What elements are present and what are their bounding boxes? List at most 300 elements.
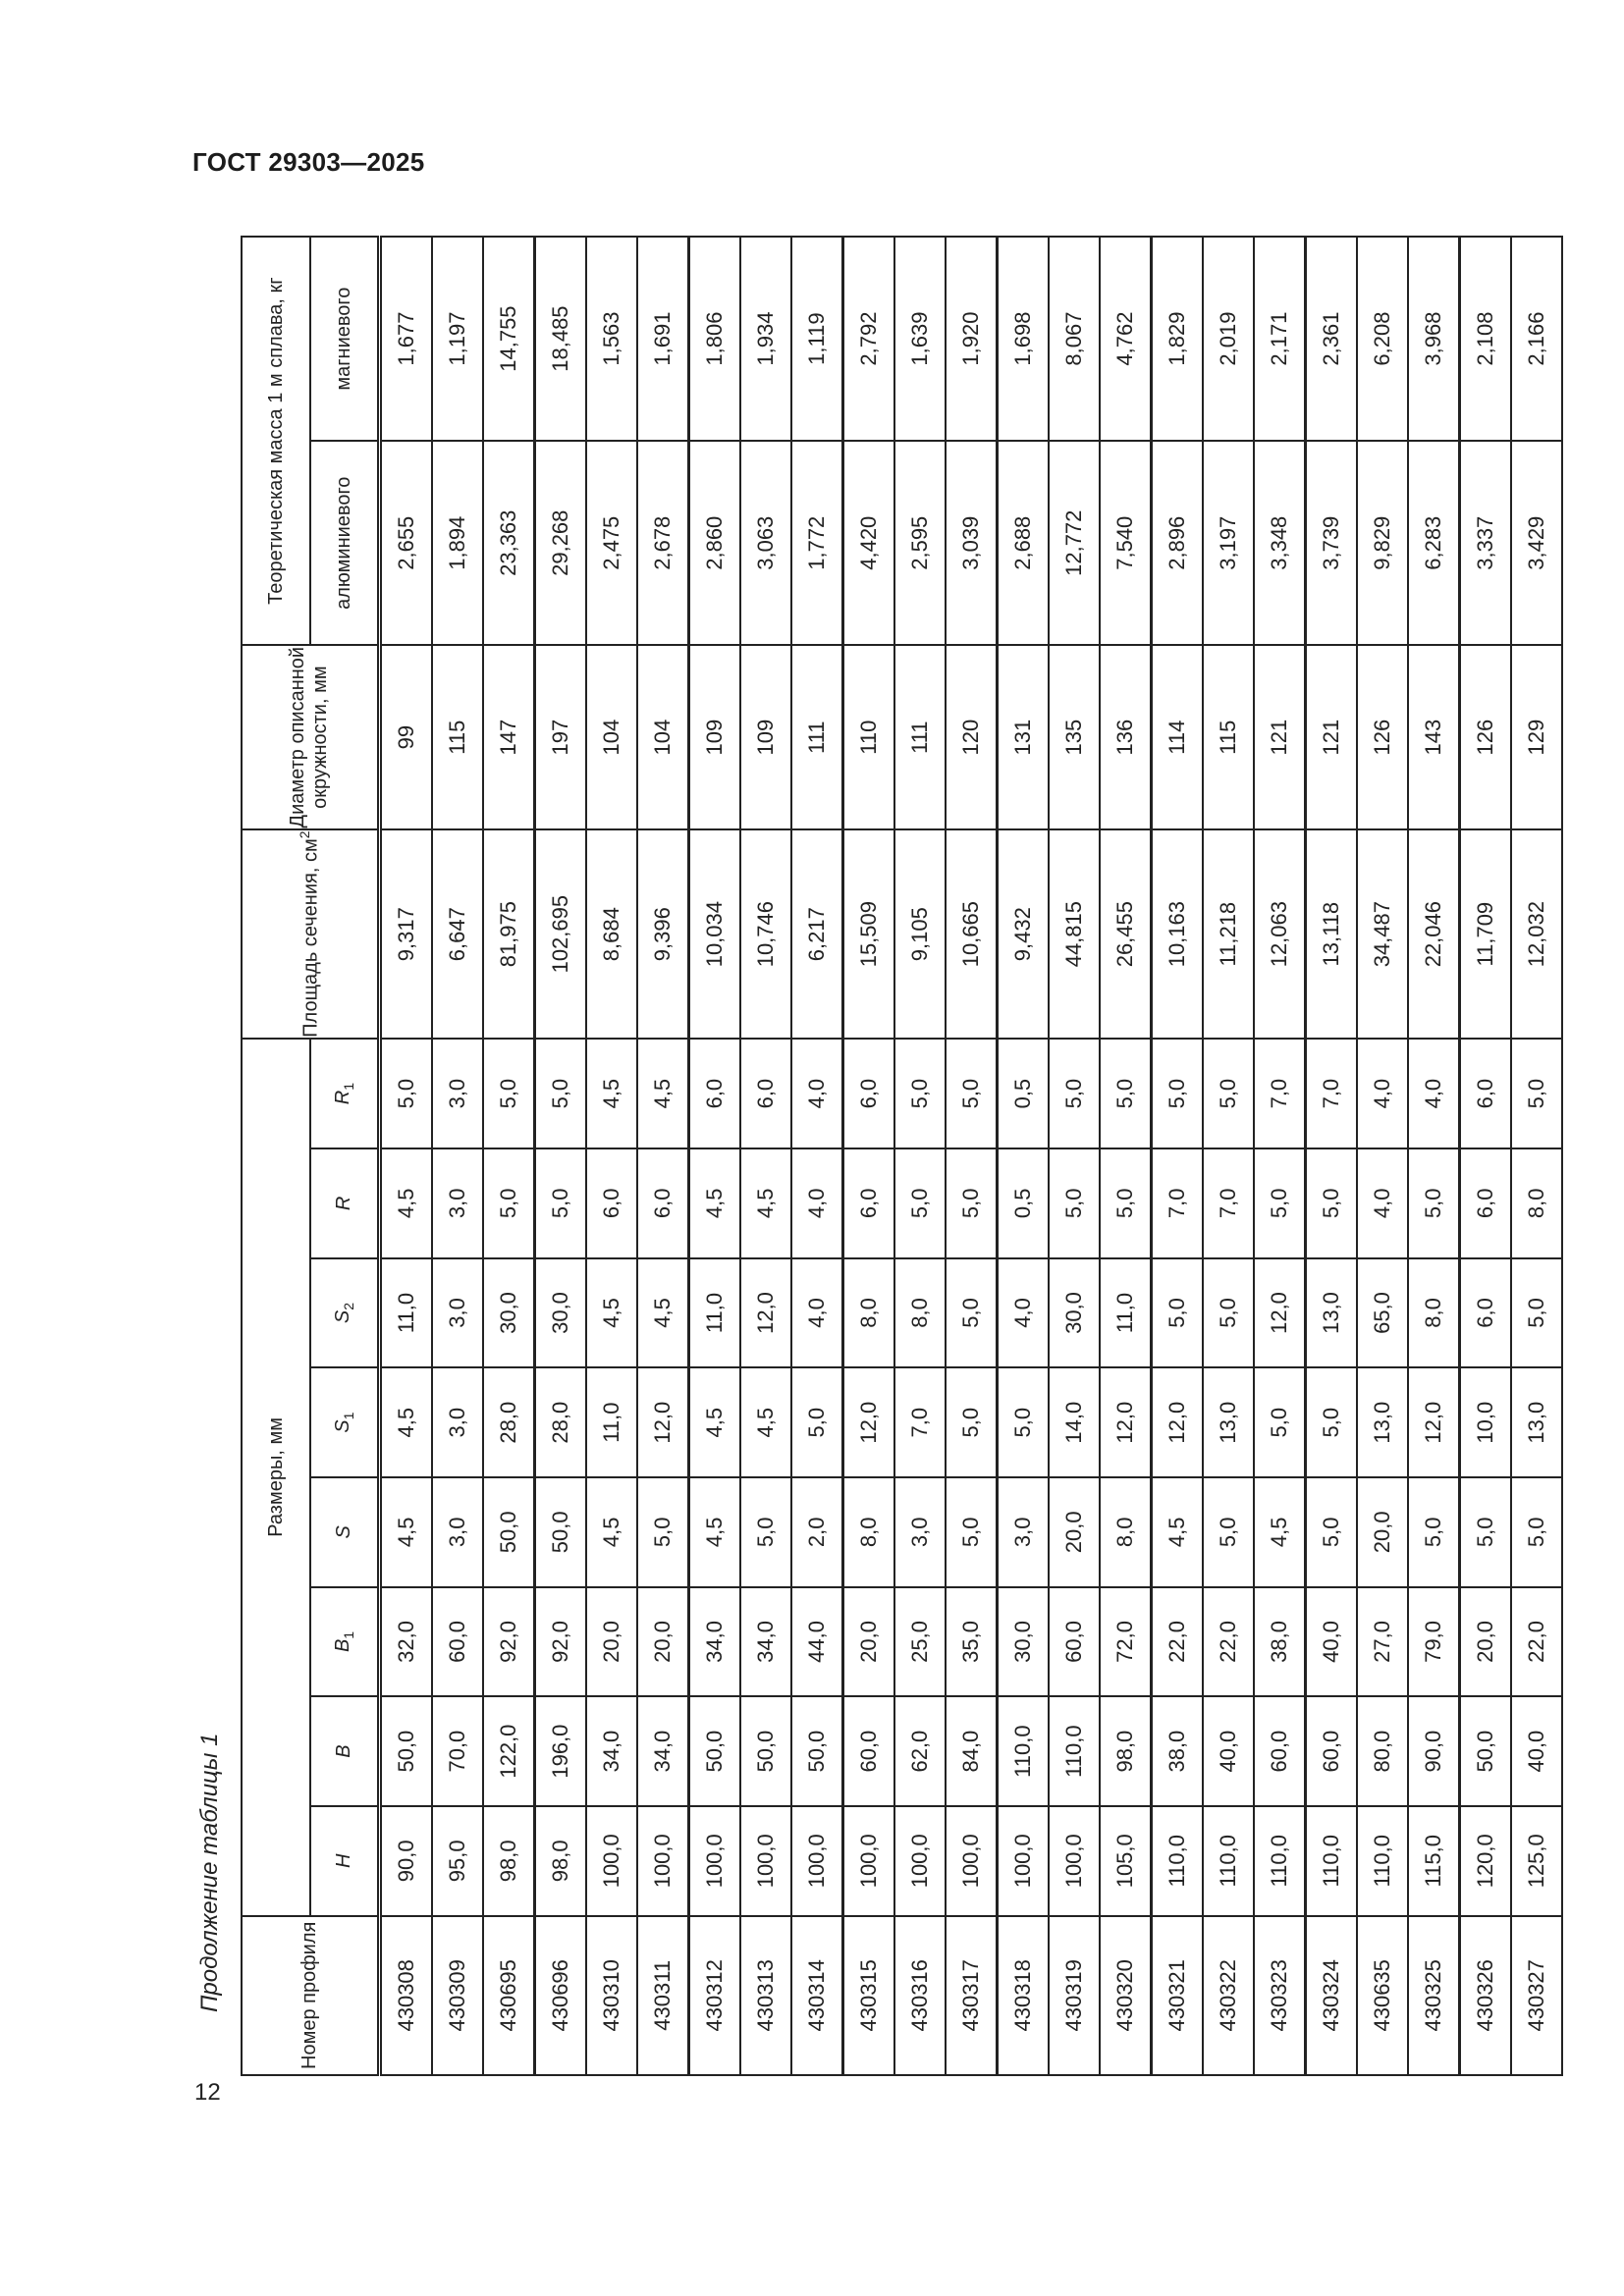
cell-profile: 430314 [791, 1916, 843, 2075]
cell-diameter: 121 [1305, 645, 1357, 829]
cell-magnesium: 18,485 [534, 237, 586, 441]
cell-S: 3,0 [432, 1477, 483, 1587]
cell-B1: 92,0 [534, 1587, 586, 1697]
cell-S1: 5,0 [1254, 1367, 1306, 1477]
cell-B1: 34,0 [688, 1587, 740, 1697]
cell-profile: 430312 [688, 1916, 740, 2075]
header-S2 [310, 1258, 379, 1368]
cell-profile: 430318 [997, 1916, 1049, 2075]
cell-area: 44,815 [1049, 829, 1100, 1039]
cell-R1: 5,0 [1151, 1039, 1203, 1148]
header-S1-sub: 1 [340, 1412, 356, 1420]
cell-S: 3,0 [894, 1477, 946, 1587]
cell-S2: 4,5 [586, 1258, 637, 1368]
cell-S2: 30,0 [483, 1258, 535, 1368]
cell-S1: 5,0 [946, 1367, 998, 1477]
cell-B: 60,0 [1305, 1696, 1357, 1806]
header-profile: Номер профиля [242, 1916, 379, 2075]
cell-S: 4,5 [586, 1477, 637, 1587]
cell-H: 100,0 [637, 1806, 689, 1916]
header-area-label: Площадь сечения, см [299, 838, 322, 1038]
cell-aluminum: 2,860 [688, 441, 740, 645]
cell-S1: 12,0 [637, 1367, 689, 1477]
cell-area: 9,317 [379, 829, 432, 1039]
header-aluminum: алюминиевого [310, 441, 379, 645]
cell-area: 10,163 [1151, 829, 1203, 1039]
header-R1 [310, 1039, 379, 1148]
cell-area: 11,709 [1459, 829, 1511, 1039]
cell-S: 4,5 [379, 1477, 432, 1587]
header-B1-label: B [331, 1638, 353, 1653]
cell-R1: 4,5 [586, 1039, 637, 1148]
cell-R1: 6,0 [688, 1039, 740, 1148]
cell-S1: 5,0 [791, 1367, 843, 1477]
cell-area: 26,455 [1100, 829, 1152, 1039]
cell-R1: 5,0 [1203, 1039, 1254, 1148]
table-row [1254, 237, 1306, 2075]
cell-S: 5,0 [1459, 1477, 1511, 1587]
cell-R1: 4,5 [637, 1039, 689, 1148]
cell-H: 100,0 [997, 1806, 1049, 1916]
cell-S: 5,0 [1305, 1477, 1357, 1587]
cell-B1: 22,0 [1151, 1587, 1203, 1697]
cell-S: 5,0 [1511, 1477, 1562, 1587]
cell-S1: 5,0 [997, 1367, 1049, 1477]
cell-R: 5,0 [1408, 1148, 1460, 1258]
table-row [894, 237, 946, 2075]
cell-B1: 40,0 [1305, 1587, 1357, 1697]
header-B1 [310, 1587, 379, 1697]
cell-B1: 25,0 [894, 1587, 946, 1697]
cell-R: 5,0 [1100, 1148, 1152, 1258]
cell-S: 4,5 [1151, 1477, 1203, 1587]
table-row [483, 237, 535, 2075]
cell-R1: 5,0 [894, 1039, 946, 1148]
cell-H: 95,0 [432, 1806, 483, 1916]
cell-B: 40,0 [1203, 1696, 1254, 1806]
cell-profile: 430319 [1049, 1916, 1100, 2075]
cell-R1: 3,0 [432, 1039, 483, 1148]
cell-S2: 11,0 [1100, 1258, 1152, 1368]
cell-S1: 28,0 [534, 1367, 586, 1477]
cell-R1: 4,0 [1357, 1039, 1408, 1148]
cell-B1: 20,0 [586, 1587, 637, 1697]
table-row [688, 237, 740, 2075]
cell-diameter: 110 [842, 645, 894, 829]
cell-aluminum: 6,283 [1408, 441, 1460, 645]
cell-R: 6,0 [637, 1148, 689, 1258]
cell-area: 9,432 [997, 829, 1049, 1039]
cell-R: 7,0 [1203, 1148, 1254, 1258]
cell-magnesium: 1,934 [740, 237, 791, 441]
cell-aluminum: 23,363 [483, 441, 535, 645]
cell-B1: 60,0 [1049, 1587, 1100, 1697]
cell-R: 3,0 [432, 1148, 483, 1258]
header-mass-group: Теоретическая масса 1 м сплава, кг [242, 237, 310, 645]
cell-area: 15,509 [842, 829, 894, 1039]
table-row [1408, 237, 1460, 2075]
cell-R: 5,0 [1254, 1148, 1306, 1258]
cell-area: 12,063 [1254, 829, 1306, 1039]
cell-aluminum: 2,678 [637, 441, 689, 645]
cell-area: 102,695 [534, 829, 586, 1039]
cell-magnesium: 1,563 [586, 237, 637, 441]
cell-S2: 13,0 [1305, 1258, 1357, 1368]
cell-S2: 30,0 [534, 1258, 586, 1368]
cell-diameter: 129 [1511, 645, 1562, 829]
cell-S: 4,5 [1254, 1477, 1306, 1587]
cell-profile: 430317 [946, 1916, 998, 2075]
cell-area: 22,046 [1408, 829, 1460, 1039]
cell-profile: 430310 [586, 1916, 637, 2075]
cell-profile: 430308 [379, 1916, 432, 2075]
cell-S: 5,0 [946, 1477, 998, 1587]
cell-S1: 13,0 [1203, 1367, 1254, 1477]
table-row [586, 237, 637, 2075]
cell-aluminum: 2,595 [894, 441, 946, 645]
cell-H: 100,0 [791, 1806, 843, 1916]
table-row [1511, 237, 1562, 2075]
cell-B1: 60,0 [432, 1587, 483, 1697]
cell-B: 110,0 [1049, 1696, 1100, 1806]
cell-S2: 5,0 [1511, 1258, 1562, 1368]
cell-S1: 3,0 [432, 1367, 483, 1477]
cell-S2: 12,0 [740, 1258, 791, 1368]
cell-magnesium: 6,208 [1357, 237, 1408, 441]
cell-profile: 430320 [1100, 1916, 1152, 2075]
header-diameter: Диаметр описанной окружности, мм [242, 645, 379, 829]
cell-area: 81,975 [483, 829, 535, 1039]
cell-profile: 430309 [432, 1916, 483, 2075]
cell-S2: 8,0 [1408, 1258, 1460, 1368]
cell-magnesium: 1,698 [997, 237, 1049, 441]
cell-aluminum: 3,197 [1203, 441, 1254, 645]
cell-B1: 20,0 [1459, 1587, 1511, 1697]
cell-B: 50,0 [1459, 1696, 1511, 1806]
cell-magnesium: 1,197 [432, 237, 483, 441]
cell-S2: 3,0 [432, 1258, 483, 1368]
cell-B: 34,0 [586, 1696, 637, 1806]
header-S1-label: S [331, 1419, 353, 1433]
cell-diameter: 143 [1408, 645, 1460, 829]
cell-S2: 4,5 [637, 1258, 689, 1368]
table-row [842, 237, 894, 2075]
cell-diameter: 126 [1357, 645, 1408, 829]
cell-S2: 65,0 [1357, 1258, 1408, 1368]
cell-R: 4,0 [1357, 1148, 1408, 1258]
cell-B: 38,0 [1151, 1696, 1203, 1806]
cell-S2: 5,0 [1151, 1258, 1203, 1368]
cell-profile: 430321 [1151, 1916, 1203, 2075]
cell-B: 110,0 [997, 1696, 1049, 1806]
cell-profile: 430635 [1357, 1916, 1408, 2075]
cell-magnesium: 3,968 [1408, 237, 1460, 441]
cell-magnesium: 2,171 [1254, 237, 1306, 441]
cell-R1: 7,0 [1254, 1039, 1306, 1148]
cell-B: 122,0 [483, 1696, 535, 1806]
header-S1 [310, 1367, 379, 1477]
cell-S: 5,0 [637, 1477, 689, 1587]
cell-diameter: 109 [740, 645, 791, 829]
cell-H: 100,0 [740, 1806, 791, 1916]
cell-diameter: 111 [894, 645, 946, 829]
cell-S1: 7,0 [894, 1367, 946, 1477]
cell-S1: 12,0 [1100, 1367, 1152, 1477]
cell-diameter: 99 [379, 645, 432, 829]
cell-S2: 8,0 [894, 1258, 946, 1368]
cell-aluminum: 12,772 [1049, 441, 1100, 645]
cell-S: 5,0 [740, 1477, 791, 1587]
cell-magnesium: 1,639 [894, 237, 946, 441]
cell-aluminum: 29,268 [534, 441, 586, 645]
cell-profile: 430327 [1511, 1916, 1562, 2075]
table-caption: Продолжение таблицы 1 [196, 1733, 223, 2012]
cell-B: 50,0 [379, 1696, 432, 1806]
cell-S: 20,0 [1357, 1477, 1408, 1587]
cell-area: 6,647 [432, 829, 483, 1039]
cell-aluminum: 2,475 [586, 441, 637, 645]
cell-magnesium: 1,829 [1151, 237, 1203, 441]
cell-R1: 6,0 [842, 1039, 894, 1148]
table-row [1100, 237, 1152, 2075]
cell-diameter: 136 [1100, 645, 1152, 829]
cell-diameter: 115 [1203, 645, 1254, 829]
cell-H: 100,0 [894, 1806, 946, 1916]
cell-H: 110,0 [1203, 1806, 1254, 1916]
cell-magnesium: 2,108 [1459, 237, 1511, 441]
table-row [1357, 237, 1408, 2075]
table-row [1049, 237, 1100, 2075]
document-header: ГОСТ 29303—2025 [192, 147, 425, 177]
header-R-label: R [332, 1196, 354, 1211]
header-S [310, 1477, 379, 1587]
cell-R1: 6,0 [1459, 1039, 1511, 1148]
table-row [1459, 237, 1511, 2075]
cell-area: 9,105 [894, 829, 946, 1039]
cell-S: 5,0 [1408, 1477, 1460, 1587]
cell-R1: 5,0 [1100, 1039, 1152, 1148]
cell-B1: 92,0 [483, 1587, 535, 1697]
header-area [242, 829, 379, 1039]
cell-S: 20,0 [1049, 1477, 1100, 1587]
cell-R1: 5,0 [379, 1039, 432, 1148]
cell-B: 70,0 [432, 1696, 483, 1806]
table-body [379, 237, 1562, 2075]
cell-H: 105,0 [1100, 1806, 1152, 1916]
cell-R1: 5,0 [1049, 1039, 1100, 1148]
cell-B1: 30,0 [997, 1587, 1049, 1697]
cell-magnesium: 2,361 [1305, 237, 1357, 441]
cell-area: 8,684 [586, 829, 637, 1039]
cell-aluminum: 9,829 [1357, 441, 1408, 645]
cell-S2: 8,0 [842, 1258, 894, 1368]
table-row [946, 237, 998, 2075]
cell-B1: 72,0 [1100, 1587, 1152, 1697]
cell-profile: 430695 [483, 1916, 535, 2075]
cell-H: 110,0 [1305, 1806, 1357, 1916]
cell-area: 12,032 [1511, 829, 1562, 1039]
cell-R: 4,5 [379, 1148, 432, 1258]
cell-profile: 430324 [1305, 1916, 1357, 2075]
cell-B1: 34,0 [740, 1587, 791, 1697]
cell-S1: 14,0 [1049, 1367, 1100, 1477]
profile-table-container [241, 236, 1548, 2076]
header-H [310, 1806, 379, 1916]
header-R1-sub: 1 [340, 1083, 356, 1091]
cell-R: 6,0 [586, 1148, 637, 1258]
cell-magnesium: 4,762 [1100, 237, 1152, 441]
cell-B: 90,0 [1408, 1696, 1460, 1806]
cell-S1: 13,0 [1357, 1367, 1408, 1477]
cell-H: 120,0 [1459, 1806, 1511, 1916]
cell-profile: 430311 [637, 1916, 689, 2075]
cell-S1: 11,0 [586, 1367, 637, 1477]
cell-aluminum: 3,739 [1305, 441, 1357, 645]
cell-diameter: 115 [432, 645, 483, 829]
cell-R: 6,0 [842, 1148, 894, 1258]
cell-R1: 5,0 [534, 1039, 586, 1148]
cell-S2: 11,0 [688, 1258, 740, 1368]
cell-S1: 10,0 [1459, 1367, 1511, 1477]
cell-R: 4,5 [688, 1148, 740, 1258]
cell-magnesium: 2,166 [1511, 237, 1562, 441]
cell-B1: 20,0 [842, 1587, 894, 1697]
cell-B: 196,0 [534, 1696, 586, 1806]
cell-area: 13,118 [1305, 829, 1357, 1039]
cell-S: 8,0 [1100, 1477, 1152, 1587]
cell-S: 50,0 [483, 1477, 535, 1587]
cell-B: 80,0 [1357, 1696, 1408, 1806]
cell-profile: 430326 [1459, 1916, 1511, 2075]
cell-diameter: 131 [997, 645, 1049, 829]
header-R1-label: R [331, 1090, 353, 1105]
cell-aluminum: 3,063 [740, 441, 791, 645]
cell-S1: 12,0 [842, 1367, 894, 1477]
cell-area: 10,746 [740, 829, 791, 1039]
cell-area: 11,218 [1203, 829, 1254, 1039]
cell-H: 100,0 [842, 1806, 894, 1916]
cell-R: 4,5 [740, 1148, 791, 1258]
cell-H: 110,0 [1254, 1806, 1306, 1916]
cell-H: 100,0 [586, 1806, 637, 1916]
cell-magnesium: 2,019 [1203, 237, 1254, 441]
cell-R: 5,0 [1305, 1148, 1357, 1258]
cell-R1: 4,0 [791, 1039, 843, 1148]
cell-R1: 6,0 [740, 1039, 791, 1148]
cell-B: 50,0 [740, 1696, 791, 1806]
table-row [740, 237, 791, 2075]
cell-R: 0,5 [997, 1148, 1049, 1258]
cell-B1: 22,0 [1203, 1587, 1254, 1697]
cell-aluminum: 3,429 [1511, 441, 1562, 645]
cell-S2: 11,0 [379, 1258, 432, 1368]
cell-S: 5,0 [1203, 1477, 1254, 1587]
cell-S1: 4,5 [688, 1367, 740, 1477]
cell-profile: 430325 [1408, 1916, 1460, 2075]
cell-diameter: 109 [688, 645, 740, 829]
cell-profile: 430323 [1254, 1916, 1306, 2075]
cell-S1: 12,0 [1408, 1367, 1460, 1477]
cell-magnesium: 1,119 [791, 237, 843, 441]
table-row [791, 237, 843, 2075]
cell-R1: 5,0 [946, 1039, 998, 1148]
cell-H: 100,0 [688, 1806, 740, 1916]
header-S2-label: S [331, 1309, 353, 1324]
cell-B: 84,0 [946, 1696, 998, 1806]
cell-profile: 430696 [534, 1916, 586, 2075]
cell-R: 5,0 [946, 1148, 998, 1258]
cell-R: 5,0 [1049, 1148, 1100, 1258]
cell-diameter: 120 [946, 645, 998, 829]
table-row [637, 237, 689, 2075]
cell-R: 6,0 [1459, 1148, 1511, 1258]
header-S-label: S [332, 1525, 354, 1539]
cell-aluminum: 3,348 [1254, 441, 1306, 645]
cell-profile: 430313 [740, 1916, 791, 2075]
cell-profile: 430322 [1203, 1916, 1254, 2075]
cell-H: 110,0 [1357, 1806, 1408, 1916]
cell-magnesium: 1,677 [379, 237, 432, 441]
cell-R1: 4,0 [1408, 1039, 1460, 1148]
cell-R1: 0,5 [997, 1039, 1049, 1148]
cell-magnesium: 1,691 [637, 237, 689, 441]
cell-S2: 30,0 [1049, 1258, 1100, 1368]
cell-magnesium: 8,067 [1049, 237, 1100, 441]
cell-B: 50,0 [688, 1696, 740, 1806]
table-row [379, 237, 432, 2075]
cell-R1: 5,0 [483, 1039, 535, 1148]
table-row [997, 237, 1049, 2075]
cell-S1: 12,0 [1151, 1367, 1203, 1477]
header-dimensions-group: Размеры, мм [242, 1039, 310, 1915]
cell-R: 4,0 [791, 1148, 843, 1258]
cell-H: 90,0 [379, 1806, 432, 1916]
cell-R: 5,0 [483, 1148, 535, 1258]
cell-B1: 20,0 [637, 1587, 689, 1697]
cell-H: 115,0 [1408, 1806, 1460, 1916]
cell-area: 6,217 [791, 829, 843, 1039]
header-B1-sub: 1 [340, 1630, 356, 1639]
cell-area: 34,487 [1357, 829, 1408, 1039]
table-row [534, 237, 586, 2075]
table-row [1151, 237, 1203, 2075]
cell-B1: 44,0 [791, 1587, 843, 1697]
profile-table [241, 236, 1563, 2076]
cell-S1: 28,0 [483, 1367, 535, 1477]
cell-aluminum: 3,337 [1459, 441, 1511, 645]
cell-B1: 27,0 [1357, 1587, 1408, 1697]
cell-magnesium: 1,920 [946, 237, 998, 441]
cell-R: 7,0 [1151, 1148, 1203, 1258]
cell-B1: 22,0 [1511, 1587, 1562, 1697]
cell-S: 50,0 [534, 1477, 586, 1587]
cell-S1: 4,5 [379, 1367, 432, 1477]
cell-aluminum: 2,655 [379, 441, 432, 645]
cell-profile: 430316 [894, 1916, 946, 2075]
cell-S2: 4,0 [791, 1258, 843, 1368]
cell-magnesium: 1,806 [688, 237, 740, 441]
cell-S2: 5,0 [946, 1258, 998, 1368]
cell-diameter: 104 [637, 645, 689, 829]
cell-aluminum: 1,772 [791, 441, 843, 645]
cell-H: 125,0 [1511, 1806, 1562, 1916]
cell-R: 5,0 [534, 1148, 586, 1258]
cell-R1: 5,0 [1511, 1039, 1562, 1148]
cell-B1: 79,0 [1408, 1587, 1460, 1697]
header-magnesium: магниевого [310, 237, 379, 441]
cell-S2: 5,0 [1203, 1258, 1254, 1368]
cell-S: 2,0 [791, 1477, 843, 1587]
